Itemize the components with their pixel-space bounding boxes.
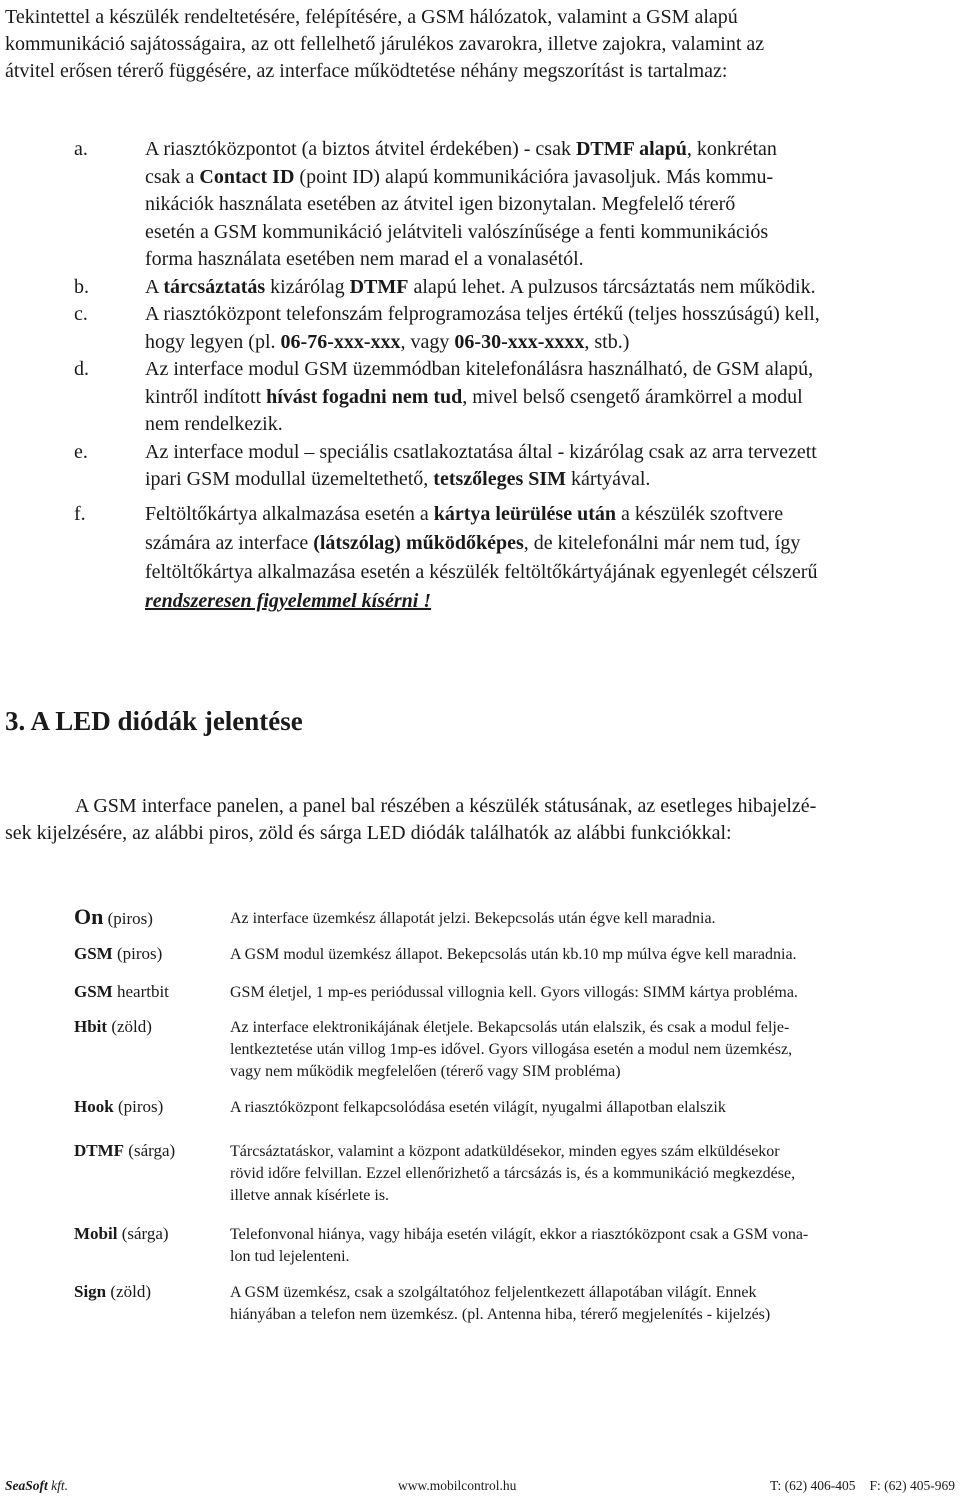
list-marker: f. [74,502,86,525]
led-description-line: GSM életjel, 1 mp-es periódussal villognia kell. Gyors villogás: SIMM kártya probléma. [230,984,798,1001]
led-description-line: Az interface elektronikájának életjele. Bekapcsolás után elalszik, és csak a modul felje- [230,1019,790,1036]
led-description [230,908,950,930]
led-description [230,1097,950,1119]
led-description [230,1017,950,1083]
text: alapú lehet. A pulzusos tárcsáztatás nem működik. [408,275,816,298]
text: kártyával. [566,468,651,490]
led-name: DTMF [74,1141,125,1160]
page-footer [5,1478,955,1498]
list-item-a [74,136,954,274]
led-description [230,944,950,966]
led-name: GSM [74,982,113,1001]
led-description-line: illetve annak kísérlete is. [230,1187,390,1204]
intro-line: átvitel erősen térerő függésére, az interface működtetése néhány megszorítást is tartalmaz: [5,60,728,82]
led-name: Sign [74,1282,107,1301]
list-marker: e. [74,440,88,463]
led-intro-line: sek kijelzésére, az alábbi piros, zöld és sárga LED diódák találhatók az alábbi funkciókkal: [5,822,732,844]
bold-text: Contact ID [199,165,295,188]
text: csak a [145,165,200,188]
bold-text: kártya leürülése után [433,502,616,525]
led-description-line: rövid időre felvillan. Ezzel ellenőrizhető a tárcsázás is, és a kommunikáció megkezdése, [230,1165,796,1182]
led-description-line: Az interface üzemkész állapotát jelzi. Bekepcsolás után égve kell maradnia. [230,910,716,927]
led-description-line: A GSM üzemkész, csak a szolgáltatóhoz feljelentkezett állapotában világít. Ennek [230,1284,757,1301]
item-line [145,587,954,616]
led-label [74,1141,224,1161]
company-brand: SeaSoft [5,1478,48,1493]
led-description [230,982,950,1004]
list-item-e [74,439,954,494]
item-line: A riasztóközpont telefonszám felprogramozása teljes értékű (teljes hosszúságú) kell, [145,303,820,325]
item-line: nikációk használata esetében az átvitel igen bizonytalan. Megfelelő térerő [145,193,736,215]
led-label [74,1097,224,1117]
led-label [74,1017,224,1037]
text: a készülék szoftvere [615,502,784,525]
led-description-line: hiányában a telefon nem üzemkész. (pl. Antenna hiba, térerő megjelenítés - kijelzés) [230,1306,771,1323]
led-label [74,904,224,930]
item-line [145,529,954,558]
list-item-f [74,500,954,616]
text: Feltöltőkártya alkalmazása esetén a [145,502,434,525]
led-name: Mobil [74,1224,118,1243]
item-line [145,136,954,164]
section-heading: 3. A LED diódák jelentése [5,706,303,736]
text: ipari GSM modullal üzemeltethető, [145,468,434,490]
led-color: (piros) [116,944,163,963]
led-color: (piros) [117,1097,164,1116]
list-item-b [74,274,954,302]
led-description [230,1141,950,1207]
text: számára az interface [145,531,314,554]
item-line: Az interface modul GSM üzemmódban kitelefonálásra használható, de GSM alapú, [145,358,814,380]
led-name: GSM [74,944,113,963]
led-color: (zöld) [111,1017,152,1036]
list-marker: d. [74,358,89,380]
list-marker: a. [74,138,88,160]
text: (point ID) alapú kommunikációra javasoljuk. Más kommu- [294,165,774,188]
item-line [145,384,954,412]
emphasis-text: rendszeresen figyelemmel kísérni ! [145,589,432,612]
led-label [74,982,224,1002]
item-line [145,274,954,302]
list-item-c [74,301,954,356]
bold-text: tárcsáztatás [163,275,266,298]
text: , stb.) [584,330,630,353]
item-line: Az interface modul – speciális csatlakoztatása által - kizárólag csak az arra tervezett [145,440,817,463]
led-intro-line: A GSM interface panelen, a panel bal részében a készülék státusának, az esetleges hibajelzé- [75,795,817,817]
led-color: (piros) [107,909,153,928]
text: , konkrétan [686,138,777,160]
item-line: forma használata esetében nem marad el a vonalasétól. [145,248,584,270]
led-color: heartbit [116,982,169,1001]
list-marker: b. [74,275,89,298]
text: hogy legyen (pl. [145,330,281,353]
restrictions-list [74,136,954,616]
led-label [74,1224,224,1244]
item-line [145,466,954,494]
bold-text: 06-30-xxx-xxxx [454,330,585,353]
text: , vagy [400,330,455,353]
text: A riasztóközpontot (a biztos átvitel érdekében) - csak [145,138,576,160]
led-color: (sárga) [121,1224,169,1243]
led-color: (sárga) [128,1141,176,1160]
company-suffix: kft. [47,1478,69,1493]
bold-text: DTMF alapú [575,138,687,160]
led-name: Hbit [74,1017,108,1036]
bold-text: (látszólag) működőképes [313,531,524,554]
item-line: nem rendelkezik. [145,413,283,435]
fax-number: F: (62) 405-969 [869,1478,955,1493]
list-marker: c. [74,303,88,325]
website-text: www.mobilcontrol.hu [398,1478,517,1493]
text: , de kitelefonálni már nem tud, így [523,531,801,554]
company-name [5,1478,68,1494]
phone-number: T: (62) 406-405 [769,1478,856,1493]
led-description-line: lentkeztetése után villog 1mp-es idővel. Gyors villogása esetén a modul nem üzemkész, [230,1041,793,1058]
led-description [230,1282,950,1326]
intro-paragraph [5,4,955,85]
led-description-line: Telefonvonal hiánya, vagy hibája esetén világít, ekkor a riasztóközpont csak a GSM vona- [230,1226,809,1243]
item-line [145,500,954,529]
item-line [145,164,954,192]
contact-info [770,1478,955,1494]
led-description [230,1224,950,1268]
intro-line: Tekintettel a készülék rendeltetésére, felépítésére, a GSM hálózatok, valamint a GSM alapú [5,6,738,28]
led-label [74,1282,224,1302]
text: A [145,275,164,298]
led-color: (zöld) [110,1282,151,1301]
bold-text: DTMF [349,275,409,298]
list-item-d [74,356,954,439]
intro-line: kommunikáció sajátosságaira, az ott fellelhető járulékos zavarokra, illetve zajokra, valamint az [5,33,765,55]
led-name: On [74,904,104,929]
led-description-line: lon tud lejelenteni. [230,1248,350,1265]
bold-text: tetszőleges SIM [433,468,567,490]
item-line: esetén a GSM kommunikáció jelátviteli valószínűsége a fenti kommunikációs [145,220,769,243]
text: kizárólag [265,275,350,298]
led-description-line: vagy nem működik megfelelően (térerő vagy SIM probléma) [230,1063,621,1080]
led-description-line: Tárcsáztatáskor, valamint a központ adatküldésekor, minden egyes szám elküldésekor [230,1143,780,1160]
led-label [74,944,224,964]
text: kintről indított [145,385,267,408]
led-description-line: A GSM modul üzemkész állapot. Bekepcsolás után kb.10 mp múlva égve kell maradnia. [230,946,797,963]
led-name: Hook [74,1097,114,1116]
led-description-line: A riasztóközpont felkapcsolódása esetén világít, nyugalmi állapotban elalszik [230,1099,726,1116]
item-line: feltöltőkártya alkalmazása esetén a készülék feltöltőkártyájának egyenlegét célszerű [145,560,818,583]
bold-text: 06-76-xxx-xxx [280,330,401,353]
text: , mivel belső csengető áramkörrel a modul [462,385,803,408]
led-intro-paragraph [5,793,955,847]
item-line [145,329,954,357]
bold-text: hívást fogadni nem tud [266,385,463,408]
